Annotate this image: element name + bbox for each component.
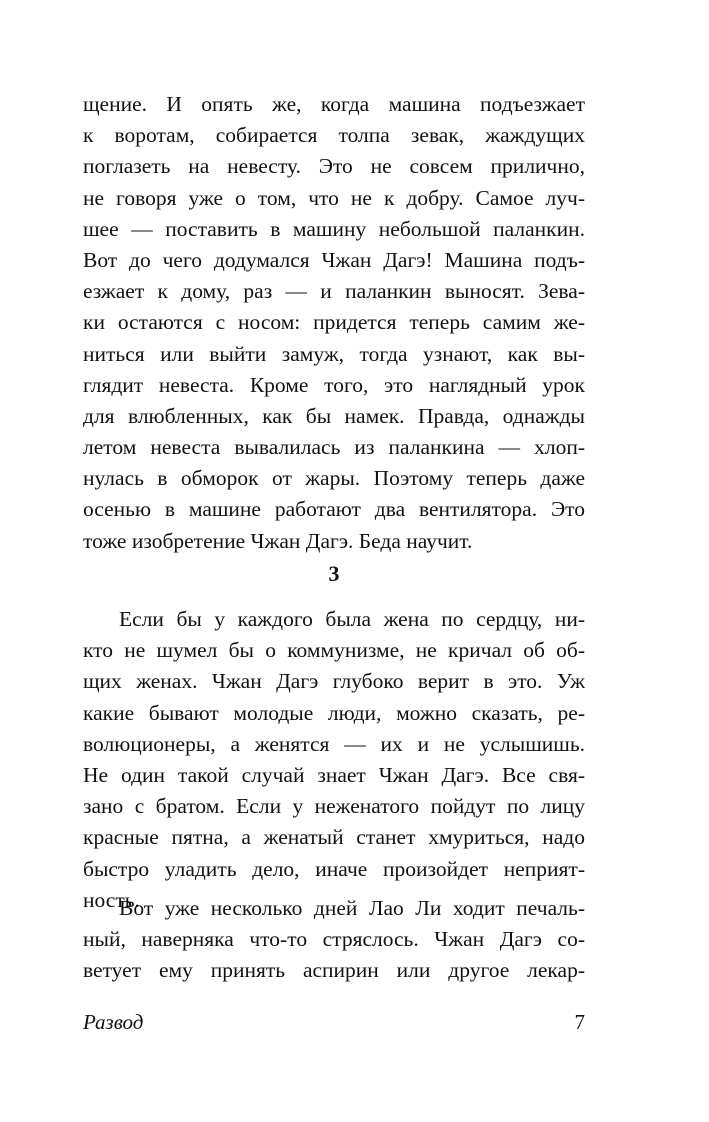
text-line: какие бывают молодые люди, можно сказать, ре- [83,700,585,725]
text-line: Не один такой случай знает Чжан Дагэ. Все свя- [83,762,585,787]
text-line: ный, наверняка что-то стряслось. Чжан Дагэ со- [83,927,585,952]
text-line: кто не шумел бы о коммунизме, не кричал об об- [83,638,585,663]
running-title: Развод [83,1010,144,1034]
text-line: быстро уладить дело, иначе произойдет неприят- [83,856,585,881]
paragraph [83,893,585,987]
text-line: не говоря уже о том, что не к добру. Самое луч- [83,185,585,210]
text-line: для влюбленных, как бы намек. Правда, однажды [83,403,585,428]
text-line: щение. И опять же, когда машина подъезжает [83,92,585,116]
text-line: тоже изобретение Чжан Дагэ. Беда научит. [83,528,473,553]
text-line: ниться или выйти замуж, тогда узнают, как вы- [83,341,585,366]
text-line: волюционеры, а женятся — их и не услышишь. [83,731,585,756]
text-line: Вот уже несколько дней Лао Ли ходит печаль- [119,896,585,920]
text-line: шее — поставить в машину небольшой паланкин. [83,216,585,241]
continuation-paragraph [83,89,585,557]
text-line: нулась в обморок от жары. Поэтому теперь даже [83,466,585,491]
text-line: красные пятна, а женатый станет хмуриться, надо [83,825,585,850]
text-line: ветует ему принять аспирин или другое лекар- [83,958,585,983]
section-number: 3 [328,561,340,586]
paragraph [83,604,585,916]
text-line: поглазеть на невесту. Это не совсем прилично, [83,154,585,179]
text-line: к воротам, собирается толпа зевак, жаждущих [83,123,585,148]
text-line: летом невеста вывалилась из паланкина — хлоп- [83,435,585,460]
text-line: ки остаются с носом: придется теперь самим же- [83,310,585,335]
text-line: зано с братом. Если у неженатого пойдут по лицу [83,794,585,819]
page-number: 7 [574,1010,585,1034]
text-line: Если бы у каждого была жена по сердцу, ни- [119,607,585,631]
text-line: глядит невеста. Кроме того, это наглядный урок [83,372,585,397]
text-line: езжает к дому, раз — и паланкин выносят. Зева- [83,279,585,304]
text-line: щих женах. Чжан Дагэ глубоко верит в это. Уж [83,669,585,694]
text-line: Вот до чего додумался Чжан Дагэ! Машина подъ- [83,247,585,272]
text-line: осенью в машине работают два вентилятора. Это [83,497,585,522]
text-line: ность. [83,887,140,912]
